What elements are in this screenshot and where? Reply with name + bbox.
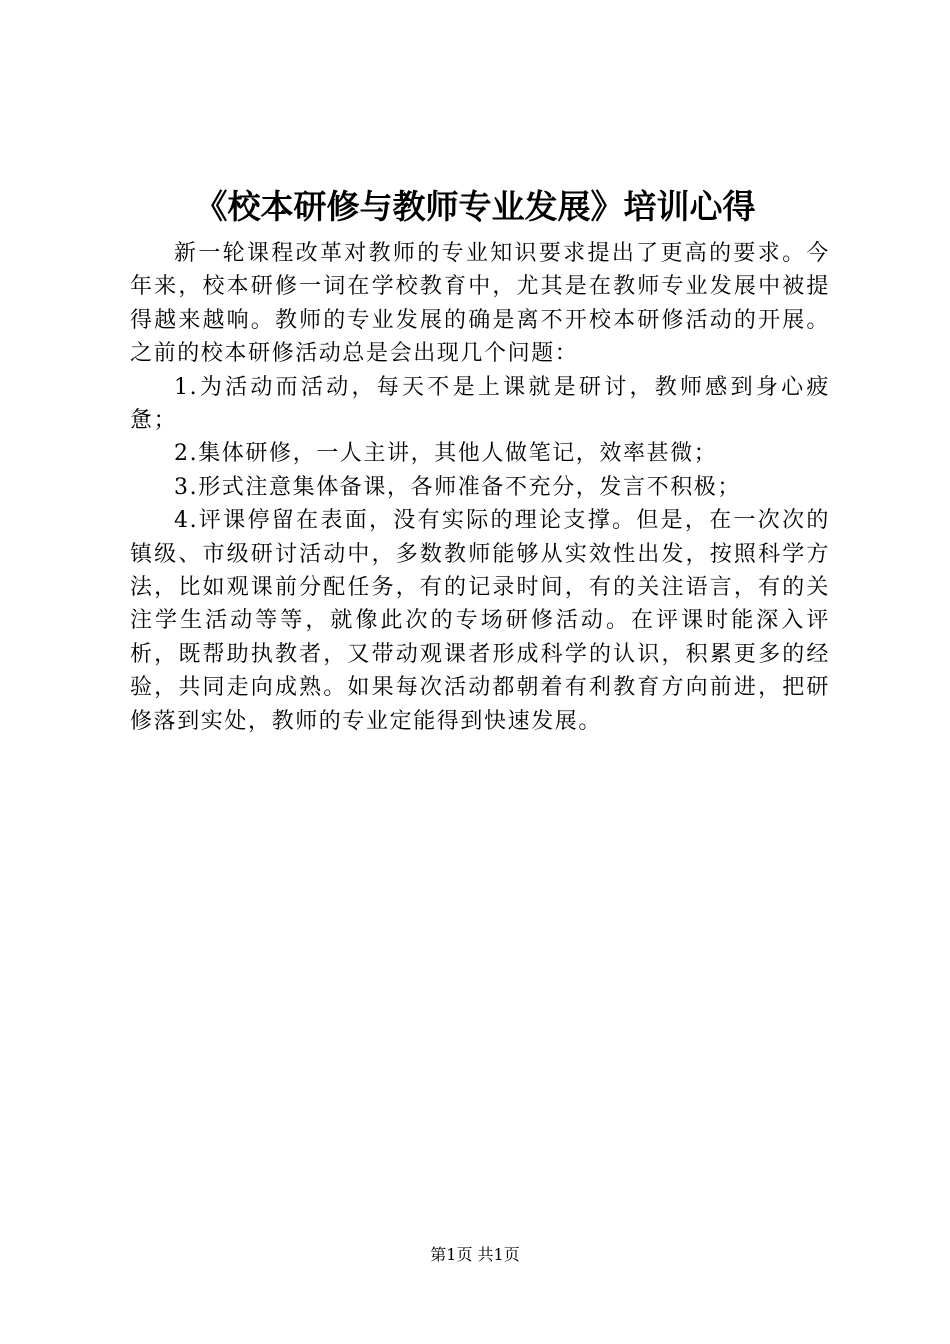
paragraph-item-3: 3.形式注意集体备课，各师准备不充分，发言不积极； <box>174 474 741 500</box>
paragraph-item-4: 4.评课停留在表面，没有实际的理论支撑。但是，在一次次的镇级、市级研讨活动中，多数教师能够从实效性出发，按照科学方法，比如观课前分配任务，有的记录时间，有的关注语言，有的关注学生活动等等，就像此次的专场研修活动。在评课时能深入评析，既帮助执教者，又带动观课者形成科学的认识，积累更多的经验，共同走向成熟。如果每次活动都朝着有利教育方向前进，把研修落到实处，教师的专业定能得到快速发展。 <box>130 508 830 734</box>
page-footer: 第1页 共1页 <box>430 1245 520 1264</box>
paragraph-item-2: 2.集体研修，一人主讲，其他人做笔记，效率甚微； <box>174 441 718 467</box>
paragraph-item-1: 1.为活动而活动，每天不是上课就是研讨，教师感到身心疲惫； <box>130 374 830 434</box>
document-title: 《校本研修与教师专业发展》培训心得 <box>194 187 756 226</box>
paragraph-intro: 新一轮课程改革对教师的专业知识要求提出了更高的要求。今年来，校本研修一词在学校教育中，尤其是在教师专业发展中被提得越来越响。教师的专业发展的确是离不开校本研修活动的开展。之前的校本研修活动总是会出现几个问题： <box>130 241 830 367</box>
document-body <box>130 237 830 738</box>
